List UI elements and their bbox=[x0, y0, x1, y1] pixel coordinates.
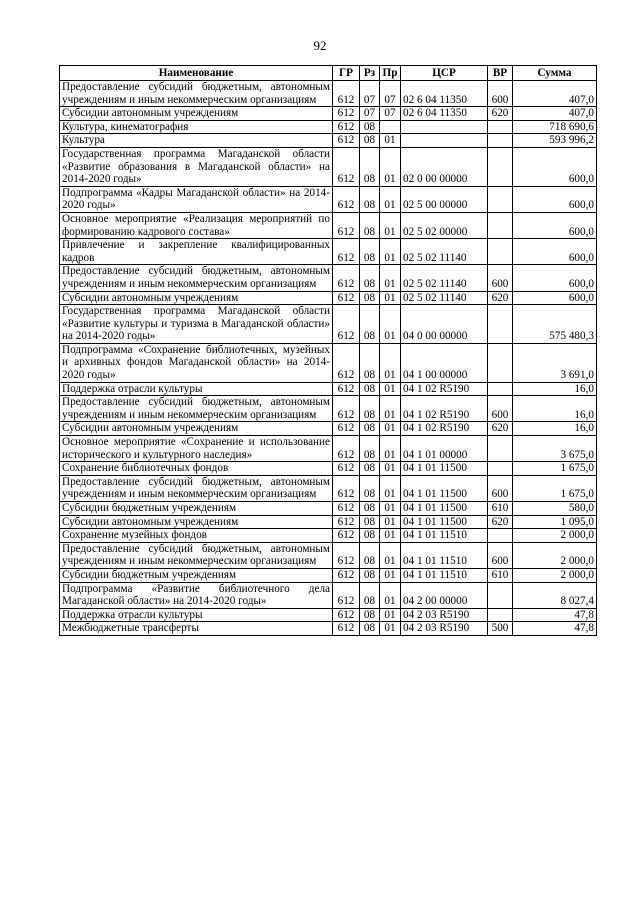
table-row bbox=[60, 608, 597, 622]
table-row bbox=[60, 622, 597, 636]
row-rz-cell: 08 bbox=[360, 422, 380, 436]
row-gr-cell: 612 bbox=[333, 265, 360, 291]
row-pr-cell: 01 bbox=[380, 422, 401, 436]
table-row bbox=[60, 265, 597, 291]
row-vr-cell: 600 bbox=[488, 542, 513, 568]
row-sum-cell: 1 675,0 bbox=[513, 475, 597, 501]
row-pr-cell: 01 bbox=[380, 343, 401, 382]
row-gr-cell: 612 bbox=[333, 462, 360, 476]
row-csr-cell: 04 1 01 11510 bbox=[401, 529, 488, 543]
row-name-cell: Субсидии бюджетным учреждениям bbox=[60, 568, 333, 582]
row-sum-cell: 407,0 bbox=[513, 81, 597, 107]
row-sum-cell: 600,0 bbox=[513, 291, 597, 305]
row-csr-cell: 02 5 02 00000 bbox=[401, 212, 488, 238]
row-sum-cell: 593 996,2 bbox=[513, 134, 597, 148]
row-gr-cell: 612 bbox=[333, 582, 360, 608]
table-row bbox=[60, 582, 597, 608]
row-name-cell: Предоставление субсидий бюджетным, автономным учреждениям и иным некоммерческим организациям bbox=[60, 81, 333, 107]
row-gr-cell: 612 bbox=[333, 568, 360, 582]
table-row bbox=[60, 147, 597, 186]
row-name-cell: Поддержка отрасли культуры bbox=[60, 608, 333, 622]
row-vr-cell bbox=[488, 343, 513, 382]
header-csr: ЦСР bbox=[401, 66, 488, 81]
row-csr-cell: 04 1 01 11510 bbox=[401, 542, 488, 568]
row-pr-cell: 01 bbox=[380, 436, 401, 462]
row-rz-cell: 08 bbox=[360, 568, 380, 582]
row-rz-cell: 08 bbox=[360, 475, 380, 501]
table-row bbox=[60, 529, 597, 543]
row-rz-cell: 08 bbox=[360, 120, 380, 134]
row-gr-cell: 612 bbox=[333, 382, 360, 396]
row-rz-cell: 08 bbox=[360, 529, 380, 543]
table-row bbox=[60, 502, 597, 516]
row-csr-cell: 04 1 01 11510 bbox=[401, 568, 488, 582]
row-rz-cell: 08 bbox=[360, 462, 380, 476]
row-sum-cell: 600,0 bbox=[513, 265, 597, 291]
row-pr-cell: 01 bbox=[380, 382, 401, 396]
row-csr-cell: 04 2 00 00000 bbox=[401, 582, 488, 608]
row-gr-cell: 612 bbox=[333, 475, 360, 501]
row-csr-cell: 04 1 00 00000 bbox=[401, 343, 488, 382]
row-pr-cell: 01 bbox=[380, 134, 401, 148]
row-sum-cell: 2 000,0 bbox=[513, 529, 597, 543]
row-gr-cell: 612 bbox=[333, 186, 360, 212]
table-row bbox=[60, 475, 597, 501]
row-csr-cell: 04 1 01 11500 bbox=[401, 502, 488, 516]
row-name-cell: Субсидии автономным учреждениям bbox=[60, 291, 333, 305]
row-gr-cell: 612 bbox=[333, 343, 360, 382]
row-gr-cell: 612 bbox=[333, 515, 360, 529]
header-pr: Пр bbox=[380, 66, 401, 81]
row-vr-cell bbox=[488, 529, 513, 543]
row-gr-cell: 612 bbox=[333, 239, 360, 265]
row-vr-cell bbox=[488, 186, 513, 212]
row-gr-cell: 612 bbox=[333, 291, 360, 305]
row-vr-cell: 600 bbox=[488, 475, 513, 501]
row-name-cell: Государственная программа Магаданской области «Развитие образования в Магаданской области» на 2014-2020 годы» bbox=[60, 147, 333, 186]
row-sum-cell: 575 480,3 bbox=[513, 305, 597, 344]
row-gr-cell: 612 bbox=[333, 502, 360, 516]
table-row bbox=[60, 305, 597, 344]
row-gr-cell: 612 bbox=[333, 542, 360, 568]
row-vr-cell: 620 bbox=[488, 107, 513, 121]
row-pr-cell: 01 bbox=[380, 515, 401, 529]
row-sum-cell: 47,8 bbox=[513, 608, 597, 622]
row-vr-cell bbox=[488, 462, 513, 476]
row-csr-cell: 04 2 03 R5190 bbox=[401, 622, 488, 636]
row-name-cell: Предоставление субсидий бюджетным, автономным учреждениям и иным некоммерческим организациям bbox=[60, 265, 333, 291]
row-pr-cell: 01 bbox=[380, 622, 401, 636]
row-gr-cell: 612 bbox=[333, 120, 360, 134]
row-sum-cell: 600,0 bbox=[513, 212, 597, 238]
row-rz-cell: 08 bbox=[360, 608, 380, 622]
table-row bbox=[60, 396, 597, 422]
row-rz-cell: 08 bbox=[360, 265, 380, 291]
row-vr-cell: 600 bbox=[488, 265, 513, 291]
budget-table bbox=[59, 65, 597, 636]
row-gr-cell: 612 bbox=[333, 147, 360, 186]
row-name-cell: Основное мероприятие «Сохранение и использование исторического и культурного наследия» bbox=[60, 436, 333, 462]
header-sum: Сумма bbox=[513, 66, 597, 81]
row-gr-cell: 612 bbox=[333, 608, 360, 622]
row-vr-cell: 500 bbox=[488, 622, 513, 636]
row-vr-cell: 620 bbox=[488, 515, 513, 529]
row-name-cell: Культура bbox=[60, 134, 333, 148]
row-pr-cell: 07 bbox=[380, 81, 401, 107]
row-name-cell: Межбюджетные трансферты bbox=[60, 622, 333, 636]
row-csr-cell: 02 5 02 11140 bbox=[401, 291, 488, 305]
row-pr-cell: 07 bbox=[380, 107, 401, 121]
page-number: 92 bbox=[313, 38, 327, 53]
table-row bbox=[60, 107, 597, 121]
table-row bbox=[60, 422, 597, 436]
row-rz-cell: 08 bbox=[360, 291, 380, 305]
row-gr-cell: 612 bbox=[333, 81, 360, 107]
row-csr-cell: 02 0 00 00000 bbox=[401, 147, 488, 186]
row-sum-cell: 600,0 bbox=[513, 239, 597, 265]
table-row bbox=[60, 81, 597, 107]
row-rz-cell: 08 bbox=[360, 305, 380, 344]
row-rz-cell: 08 bbox=[360, 382, 380, 396]
row-name-cell: Субсидии автономным учреждениям bbox=[60, 515, 333, 529]
row-sum-cell: 16,0 bbox=[513, 382, 597, 396]
row-name-cell: Предоставление субсидий бюджетным, автономным учреждениям и иным некоммерческим организациям bbox=[60, 475, 333, 501]
row-csr-cell: 04 1 01 11500 bbox=[401, 515, 488, 529]
header-gr: ГР bbox=[333, 66, 360, 81]
row-vr-cell bbox=[488, 120, 513, 134]
row-rz-cell: 08 bbox=[360, 436, 380, 462]
table-row bbox=[60, 239, 597, 265]
row-pr-cell: 01 bbox=[380, 529, 401, 543]
row-sum-cell: 580,0 bbox=[513, 502, 597, 516]
row-sum-cell: 1 675,0 bbox=[513, 462, 597, 476]
row-gr-cell: 612 bbox=[333, 212, 360, 238]
row-sum-cell: 407,0 bbox=[513, 107, 597, 121]
row-vr-cell: 620 bbox=[488, 422, 513, 436]
row-csr-cell: 04 1 01 11500 bbox=[401, 462, 488, 476]
row-pr-cell: 01 bbox=[380, 462, 401, 476]
row-gr-cell: 612 bbox=[333, 107, 360, 121]
row-sum-cell: 2 000,0 bbox=[513, 568, 597, 582]
row-gr-cell: 612 bbox=[333, 422, 360, 436]
table-row bbox=[60, 291, 597, 305]
row-name-cell: Привлечение и закрепление квалифицированных кадров bbox=[60, 239, 333, 265]
row-csr-cell bbox=[401, 134, 488, 148]
row-sum-cell: 3 691,0 bbox=[513, 343, 597, 382]
row-gr-cell: 612 bbox=[333, 305, 360, 344]
row-rz-cell: 08 bbox=[360, 147, 380, 186]
row-name-cell: Основное мероприятие «Реализация мероприятий по формированию кадрового состава» bbox=[60, 212, 333, 238]
row-name-cell: Подпрограмма «Кадры Магаданской области» на 2014-2020 годы» bbox=[60, 186, 333, 212]
row-name-cell: Культура, кинематография bbox=[60, 120, 333, 134]
table-row bbox=[60, 568, 597, 582]
row-vr-cell bbox=[488, 608, 513, 622]
row-vr-cell: 620 bbox=[488, 291, 513, 305]
row-csr-cell: 04 2 03 R5190 bbox=[401, 608, 488, 622]
row-rz-cell: 08 bbox=[360, 622, 380, 636]
row-rz-cell: 08 bbox=[360, 502, 380, 516]
row-sum-cell: 8 027,4 bbox=[513, 582, 597, 608]
row-pr-cell: 01 bbox=[380, 608, 401, 622]
row-rz-cell: 08 bbox=[360, 515, 380, 529]
row-name-cell: Подпрограмма «Сохранение библиотечных, музейных и архивных фондов Магаданской области» на 2014-2020 годы» bbox=[60, 343, 333, 382]
row-name-cell: Субсидии бюджетным учреждениям bbox=[60, 502, 333, 516]
row-sum-cell: 600,0 bbox=[513, 147, 597, 186]
row-vr-cell bbox=[488, 239, 513, 265]
row-pr-cell: 01 bbox=[380, 582, 401, 608]
row-pr-cell: 01 bbox=[380, 475, 401, 501]
row-csr-cell: 02 5 02 11140 bbox=[401, 239, 488, 265]
row-name-cell: Предоставление субсидий бюджетным, автономным учреждениям и иным некоммерческим организациям bbox=[60, 542, 333, 568]
table-header-row bbox=[60, 66, 597, 81]
table-row bbox=[60, 382, 597, 396]
table-body bbox=[60, 81, 597, 636]
row-name-cell: Субсидии автономным учреждениям bbox=[60, 107, 333, 121]
row-name-cell: Поддержка отрасли культуры bbox=[60, 382, 333, 396]
row-sum-cell: 2 000,0 bbox=[513, 542, 597, 568]
row-vr-cell bbox=[488, 436, 513, 462]
header-name: Наименование bbox=[60, 66, 333, 81]
table-row bbox=[60, 343, 597, 382]
row-vr-cell bbox=[488, 134, 513, 148]
row-csr-cell: 04 1 02 R5190 bbox=[401, 422, 488, 436]
row-pr-cell bbox=[380, 120, 401, 134]
row-gr-cell: 612 bbox=[333, 134, 360, 148]
row-vr-cell: 610 bbox=[488, 502, 513, 516]
row-vr-cell: 610 bbox=[488, 568, 513, 582]
row-sum-cell: 47,8 bbox=[513, 622, 597, 636]
row-sum-cell: 3 675,0 bbox=[513, 436, 597, 462]
row-rz-cell: 08 bbox=[360, 582, 380, 608]
row-gr-cell: 612 bbox=[333, 622, 360, 636]
row-rz-cell: 08 bbox=[360, 396, 380, 422]
row-rz-cell: 08 bbox=[360, 343, 380, 382]
table-row bbox=[60, 515, 597, 529]
row-sum-cell: 16,0 bbox=[513, 422, 597, 436]
row-sum-cell: 600,0 bbox=[513, 186, 597, 212]
row-pr-cell: 01 bbox=[380, 186, 401, 212]
row-csr-cell: 04 1 02 R5190 bbox=[401, 382, 488, 396]
row-rz-cell: 08 bbox=[360, 134, 380, 148]
row-csr-cell bbox=[401, 120, 488, 134]
row-pr-cell: 01 bbox=[380, 147, 401, 186]
row-name-cell: Подпрограмма «Развитие библиотечного дела Магаданской области» на 2014-2020 годы» bbox=[60, 582, 333, 608]
row-rz-cell: 08 bbox=[360, 186, 380, 212]
row-sum-cell: 16,0 bbox=[513, 396, 597, 422]
header-rz: Рз bbox=[360, 66, 380, 81]
row-vr-cell: 600 bbox=[488, 81, 513, 107]
table-row bbox=[60, 186, 597, 212]
row-vr-cell bbox=[488, 582, 513, 608]
row-csr-cell: 04 1 01 11500 bbox=[401, 475, 488, 501]
table-row bbox=[60, 542, 597, 568]
header-vr: ВР bbox=[488, 66, 513, 81]
row-name-cell: Субсидии автономным учреждениям bbox=[60, 422, 333, 436]
row-csr-cell: 02 5 02 11140 bbox=[401, 265, 488, 291]
row-pr-cell: 01 bbox=[380, 291, 401, 305]
row-csr-cell: 04 1 02 R5190 bbox=[401, 396, 488, 422]
row-vr-cell bbox=[488, 212, 513, 238]
row-rz-cell: 07 bbox=[360, 81, 380, 107]
row-name-cell: Сохранение музейных фондов bbox=[60, 529, 333, 543]
row-vr-cell bbox=[488, 305, 513, 344]
row-rz-cell: 08 bbox=[360, 239, 380, 265]
table-row bbox=[60, 436, 597, 462]
row-pr-cell: 01 bbox=[380, 396, 401, 422]
row-rz-cell: 07 bbox=[360, 107, 380, 121]
row-pr-cell: 01 bbox=[380, 239, 401, 265]
row-name-cell: Предоставление субсидий бюджетным, автономным учреждениям и иным некоммерческим организациям bbox=[60, 396, 333, 422]
row-rz-cell: 08 bbox=[360, 212, 380, 238]
row-vr-cell bbox=[488, 382, 513, 396]
row-sum-cell: 1 095,0 bbox=[513, 515, 597, 529]
row-pr-cell: 01 bbox=[380, 305, 401, 344]
row-csr-cell: 02 5 00 00000 bbox=[401, 186, 488, 212]
table-row bbox=[60, 120, 597, 134]
row-gr-cell: 612 bbox=[333, 436, 360, 462]
row-pr-cell: 01 bbox=[380, 568, 401, 582]
table-row bbox=[60, 212, 597, 238]
row-rz-cell: 08 bbox=[360, 542, 380, 568]
table-row bbox=[60, 134, 597, 148]
row-name-cell: Государственная программа Магаданской области «Развитие культуры и туризма в Магаданской области» на 2014-2020 годы» bbox=[60, 305, 333, 344]
row-csr-cell: 04 0 00 00000 bbox=[401, 305, 488, 344]
row-sum-cell: 718 690,6 bbox=[513, 120, 597, 134]
row-pr-cell: 01 bbox=[380, 502, 401, 516]
row-pr-cell: 01 bbox=[380, 212, 401, 238]
row-csr-cell: 04 1 01 00000 bbox=[401, 436, 488, 462]
row-csr-cell: 02 6 04 11350 bbox=[401, 81, 488, 107]
row-csr-cell: 02 6 04 11350 bbox=[401, 107, 488, 121]
row-name-cell: Сохранение библиотечных фондов bbox=[60, 462, 333, 476]
row-vr-cell: 600 bbox=[488, 396, 513, 422]
row-vr-cell bbox=[488, 147, 513, 186]
table-row bbox=[60, 462, 597, 476]
row-pr-cell: 01 bbox=[380, 265, 401, 291]
row-gr-cell: 612 bbox=[333, 396, 360, 422]
row-pr-cell: 01 bbox=[380, 542, 401, 568]
row-gr-cell: 612 bbox=[333, 529, 360, 543]
